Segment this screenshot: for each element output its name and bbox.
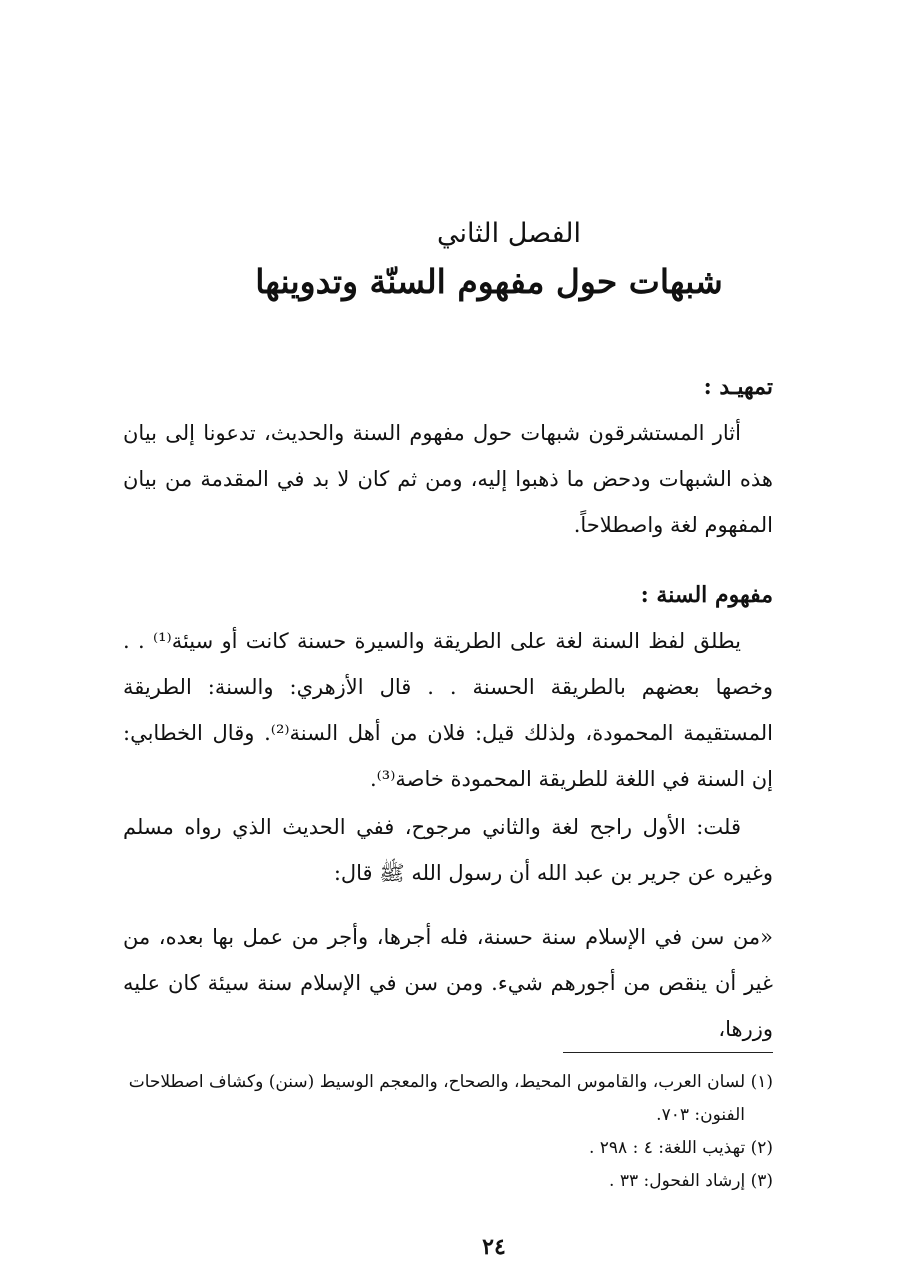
- page-number: ٢٤: [482, 1234, 506, 1260]
- footnote-2: (٢) تهذيب اللغة: ٤ : ٢٩٨ .: [588, 1138, 773, 1158]
- intro-paragraph: [123, 410, 773, 548]
- intro-heading: تمهيـد :: [703, 374, 773, 400]
- footnote-3: (٣) إرشاد الفحول: ٣٣ .: [609, 1171, 773, 1191]
- footnotes: [123, 1066, 773, 1198]
- opinion-paragraph: [123, 804, 773, 896]
- hadith-text: «من سن في الإسلام سنة حسنة، فله أجرها، وأجر من عمل بها بعده، من غير أن ينقص من أجورهم شيء. ومن سن في الإسلام سنة سيئة كان عليه وزرها،: [123, 925, 773, 1041]
- sunnah-text: يطلق لفظ السنة لغة على الطريقة والسيرة حسنة كانت أو سيئة⁽¹⁾ . . وخصها بعضهم بالطريقة الحسنة . . قال الأزهري: والسنة: الطريقة المستقيمة المحمودة، ولذلك قيل: فلان من أهل السنة⁽²⁾. وقال الخطابي: إن السنة في اللغة للطريقة المحمودة خاصة⁽³⁾.: [123, 629, 773, 791]
- footnote-1-continuation: الفنون: ٧٠٣.: [656, 1105, 745, 1125]
- chapter-label: الفصل الثاني: [437, 218, 581, 249]
- chapter-title: شبهات حول مفهوم السنّة وتدوينها: [255, 262, 723, 301]
- hadith-quote: [123, 914, 773, 1052]
- opinion-text: قلت: الأول راجح لغة والثاني مرجوح، ففي الحديث الذي رواه مسلم وغيره عن جرير بن عبد الله أن رسول الله ﷺ قال:: [123, 815, 773, 885]
- sunnah-paragraph: [123, 618, 773, 802]
- footnote-1: (١) لسان العرب، والقاموس المحيط، والصحاح، والمعجم الوسيط (سنن) وكشاف اصطلاحات: [128, 1072, 773, 1092]
- intro-text: أثار المستشرقون شبهات حول مفهوم السنة والحديث، تدعونا إلى بيان هذه الشبهات ودحض ما ذهبوا إليه، ومن ثم كان لا بد في المقدمة من بيان المفهوم لغة واصطلاحاً.: [123, 421, 773, 537]
- footnote-separator: [563, 1052, 773, 1053]
- sunnah-heading: مفهوم السنة :: [640, 582, 773, 608]
